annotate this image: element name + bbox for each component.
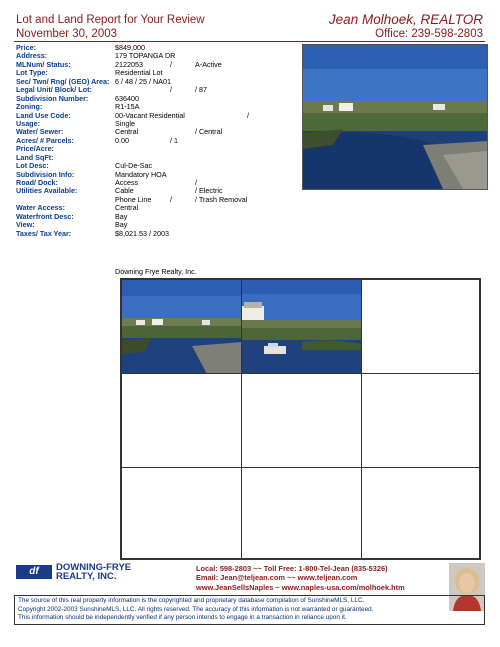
field-value: Bay [115, 220, 128, 230]
field-value: Access [115, 178, 139, 187]
field-label: Road/ Dock: [16, 178, 58, 187]
field-value: Cable [115, 186, 134, 196]
empty-photo-slot [361, 279, 480, 374]
report-title: Lot and Land Report for Your Review [16, 14, 205, 26]
field-label: Water Access: [16, 203, 66, 213]
contact-phone-line: Local: 598-2803 ~~ Toll Free: 1-800-Tel-Jean (835-5326) [196, 564, 388, 573]
realtor-name: Jean Molhoek, REALTOR [328, 12, 483, 27]
field-value: 6 / 48 / 25 / NA01 [115, 76, 171, 86]
field-label: Subdivision Info: [16, 169, 75, 179]
field-value: Central [115, 203, 139, 213]
field-value: / [195, 178, 197, 187]
field-value: $849,000 [115, 43, 145, 52]
field-label: Price/Acre: [16, 144, 54, 154]
field-value: / Trash Removal [195, 194, 248, 204]
contact-website-line: www.JeanSellsNaples ~ www.naples-usa.com/molhoek.htm [196, 582, 405, 592]
disclaimer-line-1: The source of this real property information is the copyrighted and proprietary database compilation of SunshineMLS, LLC. [18, 597, 365, 604]
field-row [16, 95, 306, 103]
empty-photo-slot [361, 373, 480, 468]
field-label: Usage: [16, 118, 40, 128]
field-row [16, 213, 306, 221]
header-divider [14, 41, 485, 42]
field-value: / 1 [170, 135, 178, 145]
contact-email-line: Email: Jean@teljean.com ~~ www.teljean.com [196, 573, 358, 583]
photo-grid [120, 278, 481, 560]
field-label: Price: [16, 43, 36, 52]
field-value: R1-15A [115, 102, 140, 112]
field-row [16, 145, 306, 153]
disclaimer-line-3: This information should be independently verified if any person intends to engage in a transaction in reliance upon it. [18, 614, 347, 622]
office-phone: Office: 239-598-2803 [375, 28, 483, 40]
logo-line-1: DOWNING-FRYE [56, 562, 132, 573]
field-value: Cul-De-Sac [115, 161, 153, 171]
field-value: A-Active [195, 59, 222, 69]
field-value: Phone Line [115, 194, 152, 204]
property-photo [241, 279, 362, 374]
field-value: Mandatory HOA [115, 169, 167, 179]
disclaimer-line-2: Copyright 2002-2003 SunshineMLS, LLC. All rights reserved. The accuracy of this information is not warranted or guaranteed. [18, 605, 374, 613]
brokerage-logo [16, 564, 186, 584]
field-row [16, 187, 306, 195]
field-label: Land SqFt: [16, 152, 54, 162]
field-label: Lot Type: [16, 68, 48, 78]
field-value: / [170, 85, 172, 95]
field-value: 00-Vacant Residential [115, 110, 185, 120]
empty-photo-slot [121, 373, 242, 468]
main-property-photo [302, 44, 488, 190]
logo-line-2: REALTY, INC. [56, 571, 117, 582]
field-label: Legal Unit/ Block/ Lot: [16, 85, 92, 95]
field-label: Utilities Available: [16, 186, 78, 196]
field-label: Zoning: [16, 102, 43, 112]
empty-photo-slot [121, 467, 242, 559]
property-photo [121, 279, 242, 374]
broker-name: Downing Frye Realty, Inc. [115, 267, 197, 276]
field-value: / Electric [195, 186, 223, 196]
field-value: / [170, 59, 172, 69]
field-value: 179 TOPANGA DR [115, 51, 176, 61]
field-label: Subdivision Number: [16, 93, 89, 103]
field-value: / 87 [195, 85, 207, 95]
field-value: Bay [115, 211, 128, 221]
field-label: Address: [16, 51, 48, 61]
field-label: View: [16, 220, 35, 230]
field-label: Waterfront Desc: [16, 211, 74, 221]
contact-info [196, 564, 446, 592]
empty-photo-slot [241, 373, 362, 468]
field-label: Water/ Sewer: [16, 127, 64, 137]
field-value: Single [115, 118, 135, 128]
field-value: / [170, 194, 172, 204]
report-date: November 30, 2003 [16, 28, 118, 40]
field-row [16, 171, 306, 179]
field-value: 2122053 [115, 59, 143, 69]
field-value: 0.00 [115, 135, 129, 145]
mls-disclaimer [14, 595, 485, 625]
empty-photo-slot [361, 467, 480, 559]
field-value: Residential Lot [115, 68, 163, 78]
field-label: Acres/ # Parcels: [16, 135, 74, 145]
field-value: Central [115, 127, 139, 137]
field-row [16, 230, 306, 238]
field-row [16, 137, 306, 145]
field-value: / Central [195, 127, 223, 137]
field-row [16, 154, 306, 162]
field-label: Sec/ Twn/ Rng/ (GEO) Area: [16, 76, 110, 86]
field-label: Land Use Code: [16, 110, 71, 120]
logo-mark: df [16, 565, 52, 579]
field-label: MLNum/ Status: [16, 59, 71, 69]
field-value: 636400 [115, 93, 139, 103]
listing-fields [16, 44, 306, 238]
field-row [16, 112, 306, 120]
field-value: $8,021.53 / 2003 [115, 228, 169, 238]
field-label: Lot Desc: [16, 161, 49, 171]
field-label: Taxes/ Tax Year: [16, 228, 72, 238]
empty-photo-slot [241, 467, 362, 559]
field-value: / [247, 110, 249, 120]
